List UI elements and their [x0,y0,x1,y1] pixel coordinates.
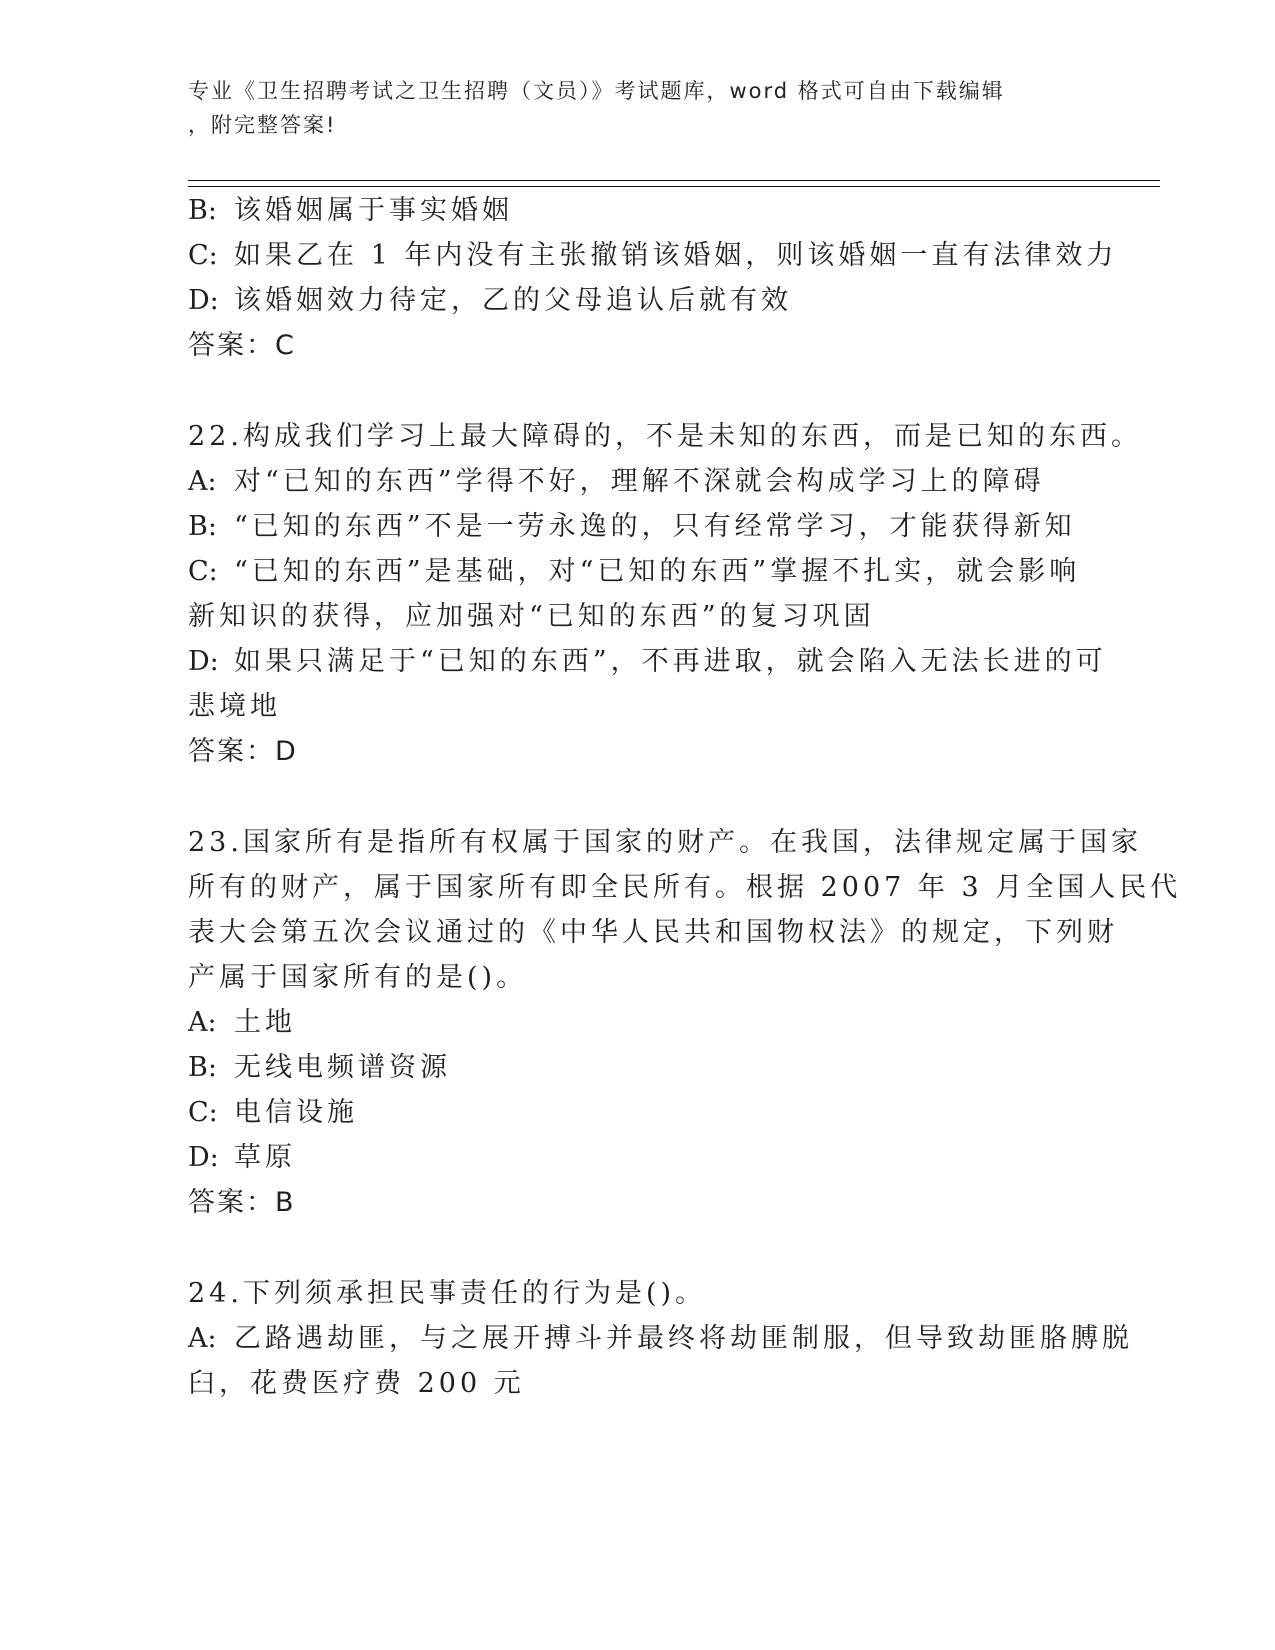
option-a: A: 乙路遇劫匪，与之展开搏斗并最终将劫匪制服，但导致劫匪胳膊脱 [188,1323,1133,1354]
question-stem: 24.下列须承担民事责任的行为是()。 [188,1278,707,1309]
question-stem-line: 23.国家所有是指所有权属于国家的财产。在我国，法律规定属于国家 [188,827,1142,858]
option-d: D: 如果只满足于“已知的东西”，不再进取，就会陷入无法长进的可 [188,646,1107,677]
option-d-continued: 悲境地 [188,691,281,722]
option-c: C: 电信设施 [188,1097,358,1128]
question-21 [188,188,1118,368]
question-stem-line: 产属于国家所有的是()。 [188,962,528,993]
option-c: C: “已知的东西”是基础，对“已知的东西”掌握不扎实，就会影响 [188,556,1081,587]
option-a: A: 土地 [188,1007,296,1038]
option-d: D: 该婚姻效力待定，乙的父母追认后就有效 [188,285,792,316]
question-stem-line: 所有的财产，属于国家所有即全民所有。根据 2007 年 3 月全国人民代 [188,872,1182,903]
question-24 [188,1271,1133,1406]
answer: 答案：B [188,1187,296,1218]
answer: 答案：D [188,736,298,767]
header-rule-bottom [188,186,1160,187]
header-rule-top [188,180,1160,181]
option-d: D: 草原 [188,1142,296,1173]
question-stem-line: 表大会第五次会议通过的《中华人民共和国物权法》的规定，下列财 [188,917,1118,948]
question-stem: 22.构成我们学习上最大障碍的，不是未知的东西，而是已知的东西。 [188,421,1142,452]
header-line-2: ，附完整答案! [188,113,337,137]
option-c-continued: 新知识的获得，应加强对“已知的东西”的复习巩固 [188,601,875,632]
question-23 [188,820,1182,1225]
option-b: B: 该婚姻属于事实婚姻 [188,195,513,226]
option-a: A: 对“已知的东西”学得不好，理解不深就会构成学习上的障碍 [188,466,1045,497]
option-b: B: “已知的东西”不是一劳永逸的，只有经常学习，才能获得新知 [188,511,1076,542]
question-22 [188,414,1142,774]
header-line-1: 专业《卫生招聘考试之卫生招聘（文员）》考试题库，word 格式可自由下载编辑 [188,79,1005,103]
answer: 答案：C [188,330,296,361]
option-c: C: 如果乙在 1 年内没有主张撤销该婚姻，则该婚姻一直有法律效力 [188,240,1118,271]
option-a-continued: 臼，花费医疗费 200 元 [188,1368,525,1399]
document-body [188,188,1182,1406]
document-header [188,74,1068,142]
option-b: B: 无线电频谱资源 [188,1052,451,1083]
